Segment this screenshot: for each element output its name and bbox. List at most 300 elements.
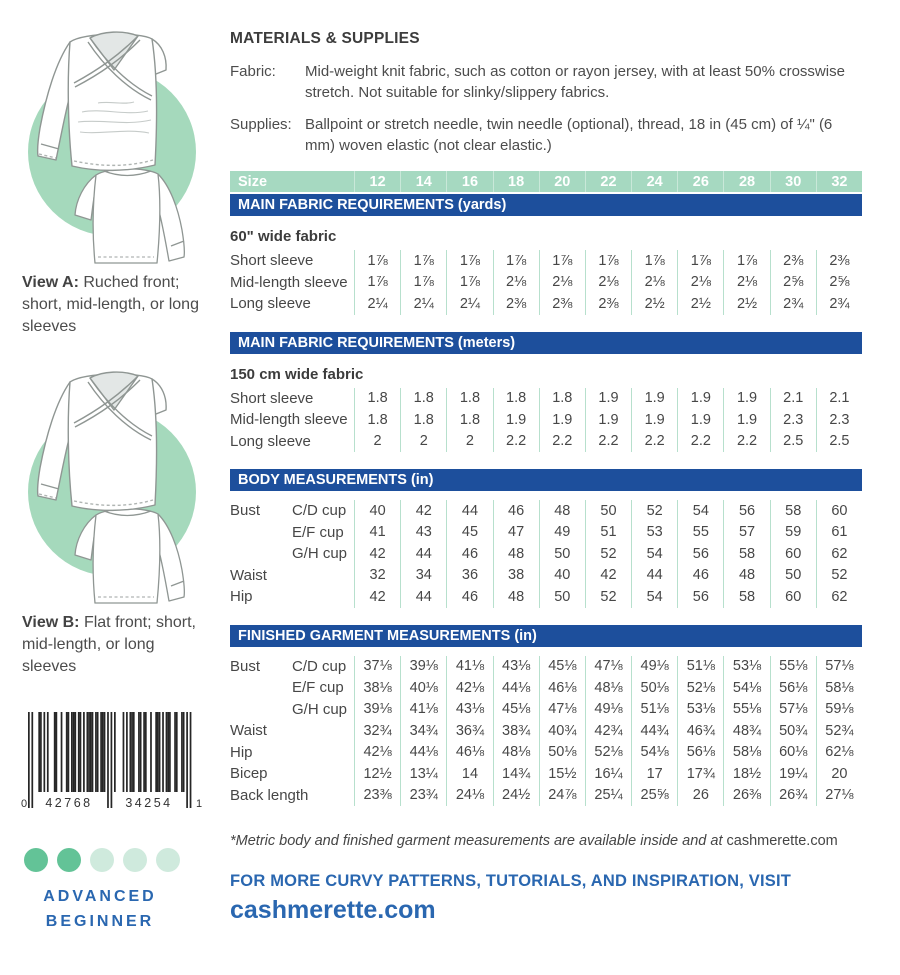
table-cell: 32¾ [354, 720, 400, 742]
metric-note [230, 833, 862, 849]
table-row [230, 565, 862, 587]
table-cell: 48 [493, 543, 539, 565]
table-cell: 2⅛ [493, 272, 539, 294]
table-cell: 52⅛ [585, 742, 631, 764]
table-cell: 2⅛ [631, 272, 677, 294]
table-cell: 19¼ [770, 763, 816, 785]
skill-level-line1: ADVANCED [43, 888, 157, 905]
table-cell: 44 [400, 586, 446, 608]
table-cell: 50⅛ [631, 677, 677, 699]
table-cell: 2.2 [723, 431, 769, 453]
left-sidebar [0, 0, 228, 975]
skill-level-dots [24, 848, 228, 872]
table-cell: 2⅜ [493, 293, 539, 315]
table-cell: 54 [631, 586, 677, 608]
table-cell: 47⅛ [585, 656, 631, 678]
row-label: Waist [230, 722, 267, 740]
table-cell: 42¾ [585, 720, 631, 742]
table-cell: 2.2 [585, 431, 631, 453]
table-cell: 32 [354, 565, 400, 587]
materials-heading: MATERIALS & SUPPLIES [230, 30, 420, 47]
table-cell: 1⅞ [677, 250, 723, 272]
table-cell: 36¾ [446, 720, 492, 742]
table-cell: 1.9 [723, 388, 769, 410]
table-cell: 1⅞ [723, 250, 769, 272]
table-cell: 2½ [723, 293, 769, 315]
table-cell: 26⅜ [723, 785, 769, 807]
table-cell: 54 [677, 500, 723, 522]
table-cell: 25¼ [585, 785, 631, 807]
table-cell: 2½ [677, 293, 723, 315]
table-cell: 1.8 [446, 409, 492, 431]
table-cell: 40 [354, 500, 400, 522]
table-cell: 1.9 [585, 388, 631, 410]
table-cell: 1.8 [400, 409, 446, 431]
finished-measurements-table [230, 656, 862, 807]
table-cell: 48 [539, 500, 585, 522]
table-cell: 36 [446, 565, 492, 587]
table-cell: 44 [446, 500, 492, 522]
view-a-illustration [12, 8, 216, 266]
row-label: Long sleeve [230, 432, 311, 450]
table-cell: 1⅞ [400, 250, 446, 272]
view-b-description: Flat front; short, mid-length, or long sleeves [22, 614, 196, 675]
supplies-row [230, 114, 862, 156]
skill-dot-empty [90, 848, 114, 872]
table-cell: 43 [400, 522, 446, 544]
table-cell: 2¼ [400, 293, 446, 315]
table-cell: 56⅛ [677, 742, 723, 764]
table-cell: 56 [677, 543, 723, 565]
table-cell: 2⅜ [585, 293, 631, 315]
row-label: G/H cup [292, 700, 348, 718]
fabric-row [230, 61, 862, 103]
table-cell: 45⅛ [493, 699, 539, 721]
table-cell: 38¾ [493, 720, 539, 742]
size-cell: 24 [631, 171, 677, 192]
table-row [230, 250, 862, 272]
skill-dot-empty [123, 848, 147, 872]
table-cell: 53 [631, 522, 677, 544]
yards-subheading: 60" wide fabric [230, 228, 337, 245]
table-cell: 42⅛ [446, 677, 492, 699]
fabric-label: Fabric: [230, 63, 276, 80]
table-cell: 52 [585, 543, 631, 565]
table-row [230, 272, 862, 294]
table-cell: 57⅛ [816, 656, 862, 678]
table-cell: 54⅛ [631, 742, 677, 764]
table-cell: 2.2 [539, 431, 585, 453]
table-cell: 38 [493, 565, 539, 587]
size-cell: 12 [354, 171, 400, 192]
table-cell: 20 [816, 763, 862, 785]
table-cell: 2⅛ [723, 272, 769, 294]
table-row [230, 500, 862, 522]
table-row [230, 656, 862, 678]
table-cell: 13¼ [400, 763, 446, 785]
table-cell: 26¾ [770, 785, 816, 807]
table-cell: 2⅜ [770, 250, 816, 272]
table-row [230, 543, 862, 565]
table-row [230, 742, 862, 764]
size-cell: 20 [539, 171, 585, 192]
table-cell: 46 [493, 500, 539, 522]
view-a-caption [22, 272, 208, 338]
table-cell: 2 [354, 431, 400, 453]
table-cell: 1⅞ [585, 250, 631, 272]
table-cell: 54 [631, 543, 677, 565]
table-cell: 53⅛ [677, 699, 723, 721]
table-cell: 55⅛ [770, 656, 816, 678]
table-cell: 2⅛ [585, 272, 631, 294]
table-cell: 23¾ [400, 785, 446, 807]
view-a-description: Ruched front; short, mid-length, or long sleeves [22, 274, 199, 335]
table-cell: 48 [723, 565, 769, 587]
body-measurements-table [230, 500, 862, 608]
table-cell: 24⅞ [539, 785, 585, 807]
row-label: E/F cup [292, 523, 344, 541]
upc-barcode-svg [18, 712, 208, 820]
row-label: Bicep [230, 765, 268, 783]
table-cell: 2⅝ [816, 272, 862, 294]
table-cell: 2.2 [493, 431, 539, 453]
table-cell: 47 [493, 522, 539, 544]
table-cell: 1.9 [677, 388, 723, 410]
table-cell: 48¾ [723, 720, 769, 742]
table-cell: 2¼ [354, 293, 400, 315]
table-cell: 17 [631, 763, 677, 785]
table-cell: 2⅜ [816, 250, 862, 272]
meters-subheading: 150 cm wide fabric [230, 365, 364, 383]
finished-measurements-header: FINISHED GARMENT MEASUREMENTS (in) [230, 625, 862, 647]
row-label: Back length [230, 786, 309, 804]
table-cell: 42⅛ [354, 742, 400, 764]
row-label: Short sleeve [230, 389, 314, 407]
table-cell: 58 [770, 500, 816, 522]
table-cell: 2⅝ [770, 272, 816, 294]
table-cell: 1.9 [631, 409, 677, 431]
footer-website-link[interactable]: cashmerette.com [230, 896, 436, 924]
table-cell: 1.9 [677, 409, 723, 431]
table-cell: 52⅛ [677, 677, 723, 699]
table-cell: 52 [585, 586, 631, 608]
table-cell: 50⅛ [539, 742, 585, 764]
table-cell: 2½ [631, 293, 677, 315]
svg-text:42768: 42768 [45, 796, 93, 810]
table-cell: 56 [723, 500, 769, 522]
table-cell: 52 [631, 500, 677, 522]
body-measurements-section [230, 469, 862, 608]
table-cell: 2.3 [816, 409, 862, 431]
skill-level-label [12, 884, 188, 934]
table-cell: 2⅛ [677, 272, 723, 294]
skill-dot-empty [156, 848, 180, 872]
table-cell: 17¾ [677, 763, 723, 785]
table-cell: 1.8 [400, 388, 446, 410]
finished-measurements-section [230, 625, 862, 807]
footer-cta-line: FOR MORE CURVY PATTERNS, TUTORIALS, AND INSPIRATION, VISIT [230, 872, 792, 890]
row-label: Long sleeve [230, 295, 311, 313]
table-cell: 1.9 [631, 388, 677, 410]
view-b-illustration [12, 348, 216, 606]
table-cell: 2¾ [816, 293, 862, 315]
table-cell: 60 [770, 543, 816, 565]
table-cell: 2⅜ [539, 293, 585, 315]
table-row [230, 293, 862, 315]
size-cell: 16 [446, 171, 492, 192]
table-cell: 54⅛ [723, 677, 769, 699]
metric-note-site: cashmerette.com [726, 833, 838, 849]
row-label: Mid-length sleeve [230, 411, 348, 429]
table-cell: 60 [770, 586, 816, 608]
view-a-label: View A: [22, 274, 79, 291]
size-cell: 26 [677, 171, 723, 192]
size-cell: 28 [723, 171, 769, 192]
table-cell: 14¾ [493, 763, 539, 785]
table-cell: 49⅛ [585, 699, 631, 721]
row-label: Waist [230, 566, 267, 584]
meters-table [230, 388, 862, 453]
table-cell: 51⅛ [631, 699, 677, 721]
table-cell: 38⅛ [354, 677, 400, 699]
table-cell: 55⅛ [723, 699, 769, 721]
row-label: Bust C/D cup [230, 657, 347, 675]
table-cell: 2.1 [770, 388, 816, 410]
table-cell: 59 [770, 522, 816, 544]
table-cell: 23⅜ [354, 785, 400, 807]
table-cell: 1.8 [493, 388, 539, 410]
upc-barcode [18, 712, 208, 822]
table-cell: 58 [723, 543, 769, 565]
table-cell: 16¼ [585, 763, 631, 785]
table-cell: 40 [539, 565, 585, 587]
skill-dot-filled [57, 848, 81, 872]
size-cell: 14 [400, 171, 446, 192]
yards-table [230, 250, 862, 315]
table-cell: 1⅞ [446, 250, 492, 272]
table-cell: 62 [816, 586, 862, 608]
table-cell: 49⅛ [631, 656, 677, 678]
table-cell: 41⅛ [446, 656, 492, 678]
table-cell: 40¾ [539, 720, 585, 742]
table-row [230, 388, 862, 410]
table-row [230, 785, 862, 807]
size-cell: 22 [585, 171, 631, 192]
table-cell: 58 [723, 586, 769, 608]
table-cell: 46⅛ [446, 742, 492, 764]
table-cell: 2.5 [770, 431, 816, 453]
table-cell: 18½ [723, 763, 769, 785]
table-cell: 12½ [354, 763, 400, 785]
table-cell: 42 [400, 500, 446, 522]
table-cell: 46⅛ [539, 677, 585, 699]
table-cell: 45⅛ [539, 656, 585, 678]
table-cell: 25⅝ [631, 785, 677, 807]
table-cell: 44⅛ [400, 742, 446, 764]
table-row [230, 763, 862, 785]
size-label: Size [238, 173, 268, 190]
row-label: Hip [230, 588, 253, 606]
table-cell: 42 [354, 543, 400, 565]
row-label: Mid-length sleeve [230, 273, 348, 291]
front-view-flat [38, 32, 167, 170]
table-cell: 1.8 [354, 409, 400, 431]
table-cell: 1⅞ [539, 250, 585, 272]
table-cell: 60 [816, 500, 862, 522]
table-cell: 50¾ [770, 720, 816, 742]
table-row [230, 586, 862, 608]
table-row [230, 677, 862, 699]
table-cell: 2.3 [770, 409, 816, 431]
meters-section [230, 332, 862, 453]
table-cell: 43⅛ [446, 699, 492, 721]
table-cell: 46 [446, 543, 492, 565]
table-cell: 43⅛ [493, 656, 539, 678]
table-cell: 56⅛ [770, 677, 816, 699]
svg-text:34254: 34254 [125, 796, 173, 810]
table-cell: 40⅛ [400, 677, 446, 699]
svg-text:0: 0 [21, 798, 28, 810]
table-row [230, 409, 862, 431]
table-cell: 49 [539, 522, 585, 544]
table-cell: 1.9 [585, 409, 631, 431]
table-cell: 1.9 [493, 409, 539, 431]
table-cell: 26 [677, 785, 723, 807]
table-cell: 1⅞ [446, 272, 492, 294]
table-cell: 61 [816, 522, 862, 544]
table-cell: 55 [677, 522, 723, 544]
table-cell: 51 [585, 522, 631, 544]
table-cell: 62⅛ [816, 742, 862, 764]
metric-note-text: *Metric body and finished garment measurements are available inside and at [230, 833, 727, 849]
meters-section-header: MAIN FABRIC REQUIREMENTS (meters) [230, 332, 862, 354]
table-cell: 44 [400, 543, 446, 565]
yards-section [230, 194, 862, 315]
view-b-label: View B: [22, 614, 80, 631]
table-row [230, 720, 862, 742]
table-cell: 2¼ [446, 293, 492, 315]
table-cell: 2⅛ [539, 272, 585, 294]
fabric-description: Mid-weight knit fabric, such as cotton or rayon jersey, with at least 50% crosswise stretch. Not suitable for slinky/slippery fabrics. [305, 63, 845, 101]
table-row [230, 522, 862, 544]
table-cell: 51⅛ [677, 656, 723, 678]
table-cell: 37⅛ [354, 656, 400, 678]
table-cell: 2 [400, 431, 446, 453]
table-cell: 52¾ [816, 720, 862, 742]
table-cell: 46¾ [677, 720, 723, 742]
table-cell: 27⅛ [816, 785, 862, 807]
table-cell: 47⅛ [539, 699, 585, 721]
table-cell: 1⅞ [631, 250, 677, 272]
size-cell: 18 [493, 171, 539, 192]
table-cell: 48⅛ [493, 742, 539, 764]
table-cell: 41 [354, 522, 400, 544]
table-cell: 50 [539, 586, 585, 608]
table-cell: 39⅛ [400, 656, 446, 678]
row-label: G/H cup [292, 545, 348, 563]
table-cell: 62 [816, 543, 862, 565]
table-cell: 50 [770, 565, 816, 587]
row-label: Bust C/D cup [230, 502, 347, 520]
table-cell: 56 [677, 586, 723, 608]
table-cell: 2¾ [770, 293, 816, 315]
table-cell: 15½ [539, 763, 585, 785]
table-cell: 2 [446, 431, 492, 453]
front-view-flat [38, 372, 167, 510]
table-cell: 1.8 [354, 388, 400, 410]
table-cell: 58⅛ [723, 742, 769, 764]
table-cell: 2.2 [631, 431, 677, 453]
table-cell: 41⅛ [400, 699, 446, 721]
table-cell: 45 [446, 522, 492, 544]
table-cell: 1.9 [539, 409, 585, 431]
table-cell: 42 [354, 586, 400, 608]
table-cell: 34 [400, 565, 446, 587]
table-cell: 2.5 [816, 431, 862, 453]
table-cell: 1⅞ [400, 272, 446, 294]
table-cell: 1⅞ [493, 250, 539, 272]
svg-text:1: 1 [196, 798, 203, 810]
table-cell: 34¾ [400, 720, 446, 742]
table-cell: 24⅛ [446, 785, 492, 807]
table-cell: 14 [446, 763, 492, 785]
table-cell: 39⅛ [354, 699, 400, 721]
table-row [230, 431, 862, 453]
table-cell: 2.1 [816, 388, 862, 410]
skill-level-line2: BEGINNER [45, 913, 155, 930]
supplies-description: Ballpoint or stretch needle, twin needle (optional), thread, 18 in (45 cm) of ¼" (6 mm) woven elastic (not clear elastic.) [305, 116, 833, 154]
table-cell: 50 [585, 500, 631, 522]
table-cell: 48⅛ [585, 677, 631, 699]
view-b-caption [22, 612, 208, 678]
table-cell: 44¾ [631, 720, 677, 742]
size-cell: 30 [770, 171, 816, 192]
table-cell: 24½ [493, 785, 539, 807]
size-cell: 32 [816, 171, 862, 192]
table-cell: 42 [585, 565, 631, 587]
table-cell: 1⅞ [354, 250, 400, 272]
table-cell: 46 [677, 565, 723, 587]
table-cell: 2.2 [677, 431, 723, 453]
table-cell: 60⅛ [770, 742, 816, 764]
table-cell: 48 [493, 586, 539, 608]
table-cell: 58⅛ [816, 677, 862, 699]
table-cell: 1⅞ [354, 272, 400, 294]
row-label: Short sleeve [230, 252, 314, 270]
row-label: Hip [230, 743, 253, 761]
yards-section-header: MAIN FABRIC REQUIREMENTS (yards) [230, 194, 862, 216]
table-cell: 53⅛ [723, 656, 769, 678]
table-cell: 1.8 [446, 388, 492, 410]
table-row [230, 699, 862, 721]
supplies-label: Supplies: [230, 116, 292, 133]
size-header-bar [230, 171, 862, 192]
table-cell: 44⅛ [493, 677, 539, 699]
table-cell: 46 [446, 586, 492, 608]
row-label: E/F cup [292, 679, 344, 697]
main-content [228, 0, 900, 975]
table-cell: 57 [723, 522, 769, 544]
table-cell: 1.8 [539, 388, 585, 410]
skill-dot-filled [24, 848, 48, 872]
table-cell: 1.9 [723, 409, 769, 431]
table-cell: 57⅛ [770, 699, 816, 721]
table-cell: 59⅛ [816, 699, 862, 721]
body-measurements-header: BODY MEASUREMENTS (in) [230, 469, 862, 491]
table-cell: 52 [816, 565, 862, 587]
table-cell: 44 [631, 565, 677, 587]
table-cell: 50 [539, 543, 585, 565]
